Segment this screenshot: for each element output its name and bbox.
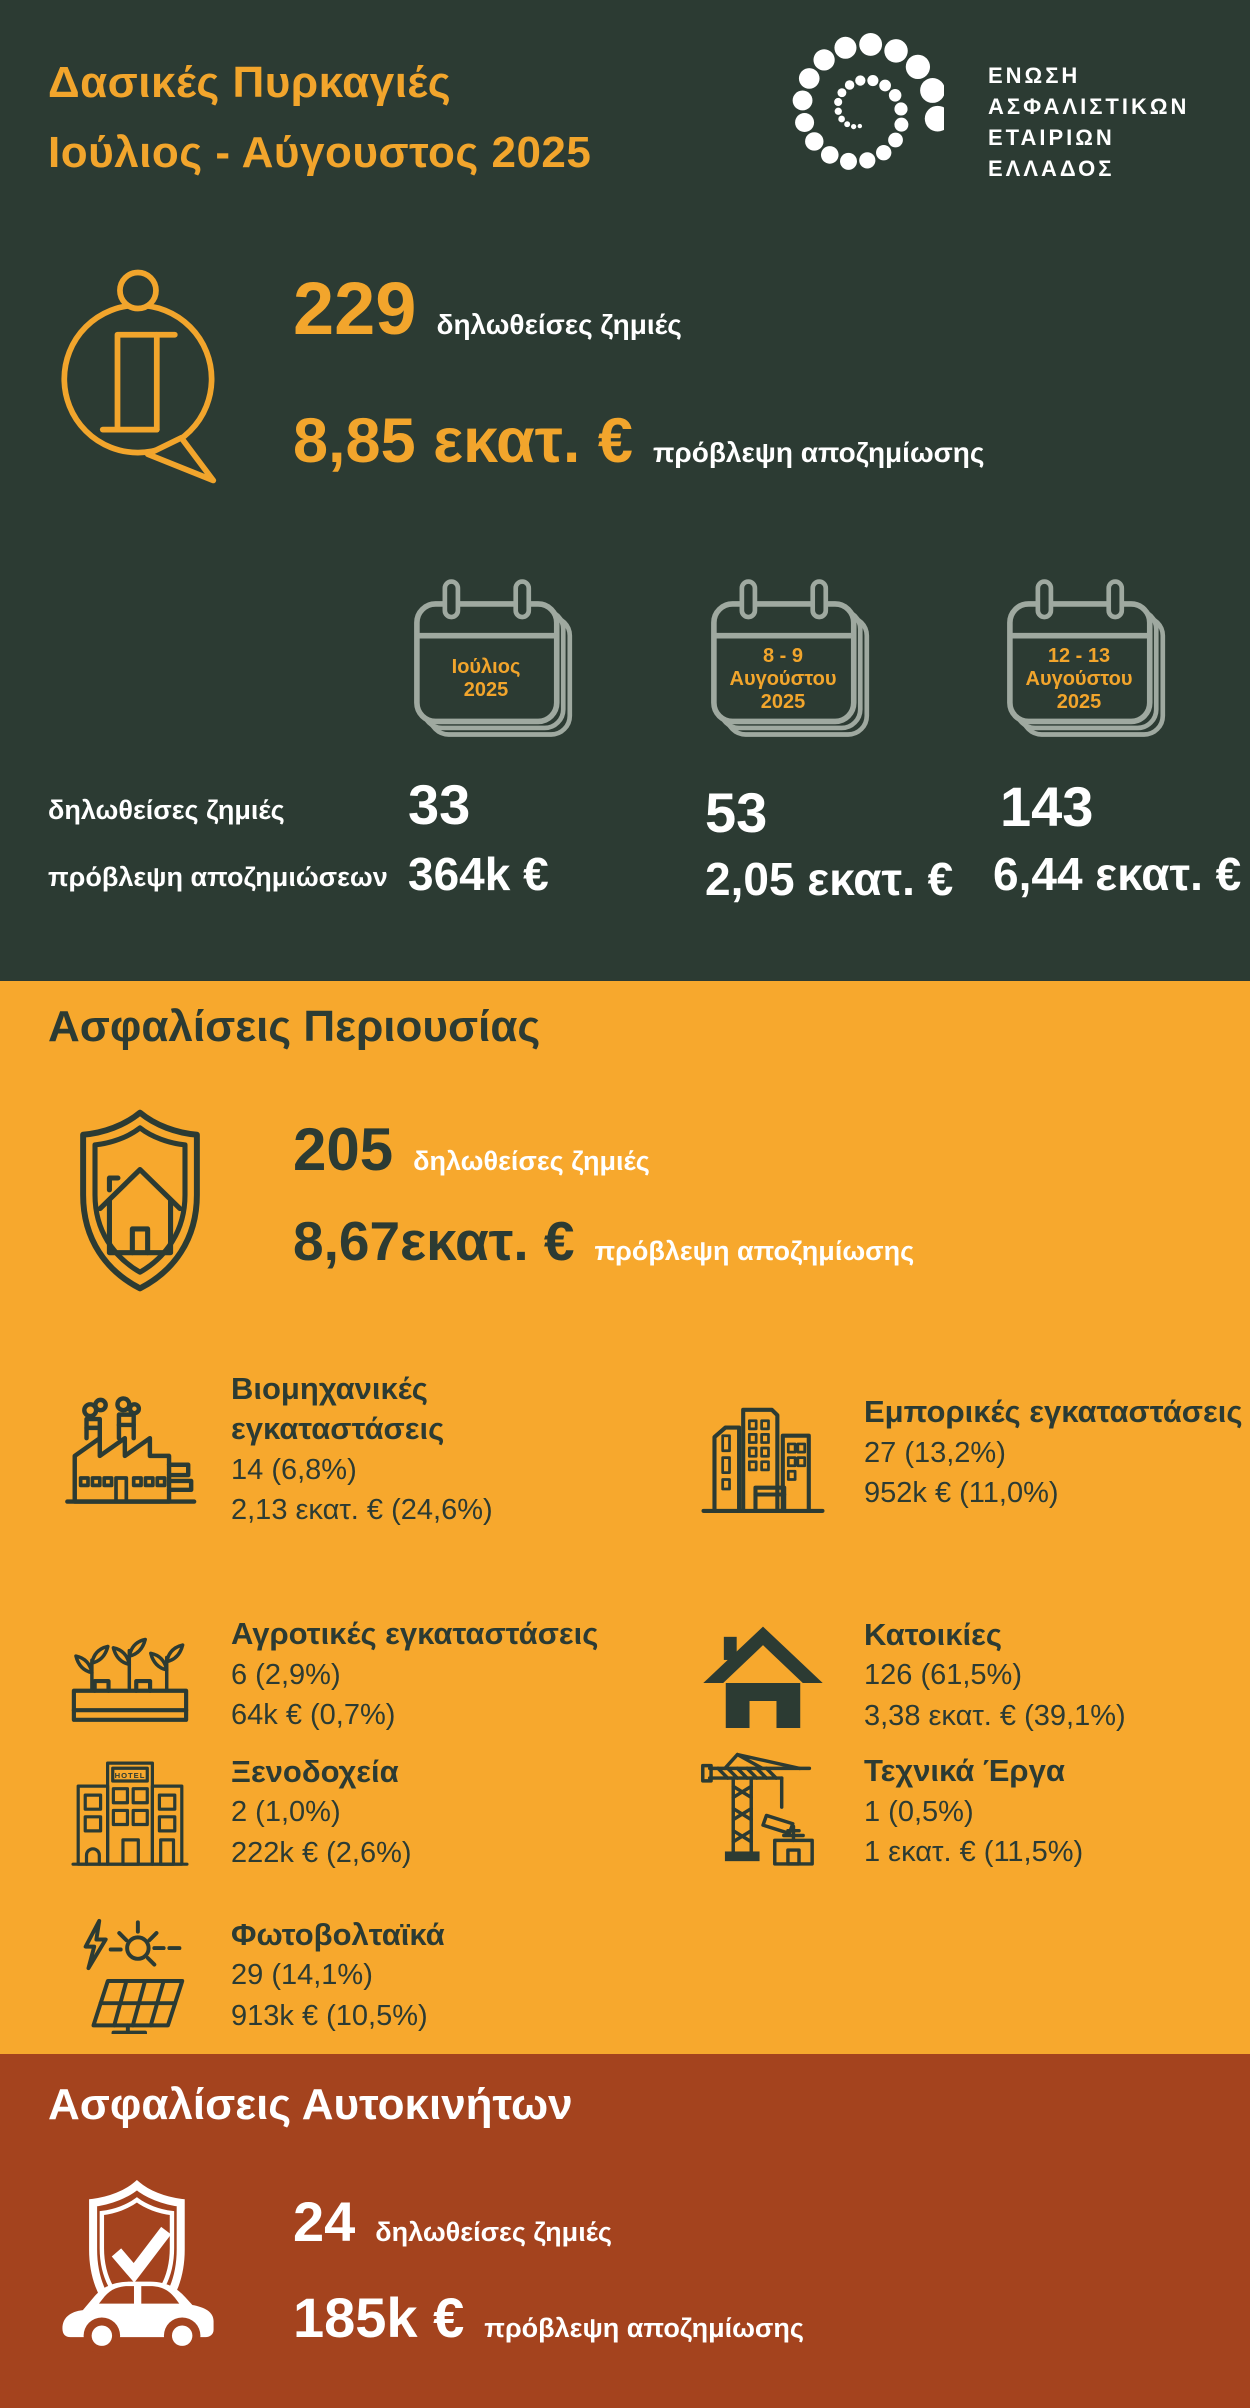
claims-aug-12-13: 143 xyxy=(1000,775,1094,838)
category-claims: 14 (6,8%) xyxy=(231,1453,357,1486)
motor-claims-label: δηλωθείσες ζημιές xyxy=(375,2217,612,2247)
category-title: Τεχνικά Έργα xyxy=(864,1753,1065,1789)
category-title: Εμπορικές εγκαταστάσεις xyxy=(864,1394,1243,1430)
hotel-sign-text: HOTEL xyxy=(114,1770,146,1780)
property-forecast-value: 8,67εκατ. € xyxy=(293,1210,575,1272)
category-text xyxy=(231,1752,412,1873)
property-forecast-label: πρόβλεψη αποζημίωσης xyxy=(594,1236,915,1266)
category-claims: 27 (13,2%) xyxy=(864,1436,1006,1469)
category-amount: 913k € (10,5%) xyxy=(231,1999,428,2032)
property-claims-label: δηλωθείσες ζημιές xyxy=(413,1146,650,1176)
section-wildfires-summary xyxy=(0,0,1250,981)
motor-forecast-stat xyxy=(293,2286,804,2349)
category-text xyxy=(231,1369,645,1531)
calendar-date-label: 8 - 9 Αυγούστου 2025 xyxy=(729,644,837,713)
association-logo-text xyxy=(988,60,1189,184)
category-title: Κατοικίες xyxy=(864,1616,1002,1652)
period-calendar-aug-12-13 xyxy=(993,576,1189,776)
forecast-aug-8-9: 2,05 εκατ. € xyxy=(705,853,954,905)
claims-bubble-icon xyxy=(52,256,228,510)
logo-line: ΕΛΛΑΔΟΣ xyxy=(988,156,1115,181)
category-claims: 126 (61,5%) xyxy=(864,1659,1022,1692)
claims-july: 33 xyxy=(408,773,471,836)
calendar-date-label: 12 - 13 Αυγούστου 2025 xyxy=(1025,644,1133,713)
category-amount: 952k € (11,0%) xyxy=(864,1477,1059,1510)
crops-planter-icon xyxy=(55,1627,205,1724)
category-title: Φωτοβολταϊκά xyxy=(231,1916,445,1952)
category-claims: 1 (0,5%) xyxy=(864,1795,974,1828)
property-claims-value: 205 xyxy=(293,1116,394,1183)
category-text xyxy=(864,1751,1083,1872)
category-technical-works xyxy=(688,1732,1250,1892)
category-amount: 3,38 εκατ. € (39,1%) xyxy=(864,1699,1126,1732)
category-residences xyxy=(688,1598,1250,1753)
total-claims-label: δηλωθείσες ζημιές xyxy=(436,309,682,340)
category-text xyxy=(231,1915,445,2036)
total-forecast-value: 8,85 εκατ. € xyxy=(293,406,633,476)
category-industrial xyxy=(55,1360,645,1540)
total-claims-stat xyxy=(293,267,682,350)
category-amount: 2,13 εκατ. € (24,6%) xyxy=(231,1494,493,1527)
category-text xyxy=(864,1392,1242,1513)
forecast-aug-12-13: 6,44 εκατ. € xyxy=(993,848,1242,900)
construction-crane-icon xyxy=(688,1749,838,1875)
category-hotels xyxy=(55,1735,645,1890)
category-amount: 222k € (2,6%) xyxy=(231,1836,412,1869)
page-title: Δασικές Πυρκαγιές xyxy=(48,58,452,107)
factory-icon xyxy=(55,1394,205,1506)
hotel-icon xyxy=(55,1758,205,1868)
page-subtitle-period: Ιούλιος - Αύγουστος 2025 xyxy=(48,128,592,177)
category-claims: 6 (2,9%) xyxy=(231,1658,341,1691)
motor-forecast-label: πρόβλεψη αποζημίωσης xyxy=(484,2313,804,2343)
timeline-claims-row-label: δηλωθείσες ζημιές xyxy=(48,795,285,825)
property-claims-stat xyxy=(293,1116,650,1183)
motor-claims-value: 24 xyxy=(293,2190,356,2253)
house-icon xyxy=(688,1624,838,1728)
category-text xyxy=(864,1615,1126,1736)
logo-line: ΑΣΦΑΛΙΣΤΙΚΩΝ xyxy=(988,94,1190,119)
timeline-forecast-row-label: πρόβλεψη αποζημιώσεων xyxy=(48,862,388,892)
category-claims: 2 (1,0%) xyxy=(231,1796,341,1829)
category-commercial xyxy=(688,1368,1250,1538)
solar-panel-icon xyxy=(55,1918,205,2034)
category-agricultural xyxy=(55,1600,645,1750)
office-buildings-icon xyxy=(688,1392,838,1515)
motor-section-title: Ασφαλίσεις Αυτοκινήτων xyxy=(48,2080,573,2129)
category-text xyxy=(231,1614,598,1735)
logo-line: ΕΝΩΣΗ xyxy=(988,63,1081,88)
calendar-date-label: Ιούλιος 2025 xyxy=(451,656,521,701)
category-title: Βιομηχανικές εγκαταστάσεις xyxy=(231,1371,445,1447)
motor-claims-stat xyxy=(293,2190,612,2253)
category-photovoltaics xyxy=(55,1898,645,2053)
period-calendar-july xyxy=(400,576,596,776)
category-amount: 64k € (0,7%) xyxy=(231,1699,396,1732)
total-forecast-stat xyxy=(293,406,985,476)
category-amount: 1 εκατ. € (11,5%) xyxy=(864,1836,1084,1869)
category-title: Ξενοδοχεία xyxy=(231,1753,399,1789)
category-claims: 29 (14,1%) xyxy=(231,1959,373,1992)
association-logo-icon xyxy=(772,26,944,198)
total-forecast-label: πρόβλεψη αποζημίωσης xyxy=(652,437,985,468)
property-forecast-stat xyxy=(293,1210,915,1272)
motor-forecast-value: 185k € xyxy=(293,2286,465,2349)
logo-line: ΕΤΑΙΡΙΩΝ xyxy=(988,125,1115,150)
claims-aug-8-9: 53 xyxy=(705,781,768,844)
total-claims-value: 229 xyxy=(293,267,417,350)
forecast-july: 364k € xyxy=(408,848,549,900)
property-section-title: Ασφαλίσεις Περιουσίας xyxy=(48,1002,541,1051)
period-calendar-aug-8-9 xyxy=(697,576,893,776)
category-title: Αγροτικές εγκαταστάσεις xyxy=(231,1616,599,1652)
property-shield-house-icon xyxy=(55,1105,225,1296)
motor-shield-car-icon xyxy=(52,2178,224,2362)
